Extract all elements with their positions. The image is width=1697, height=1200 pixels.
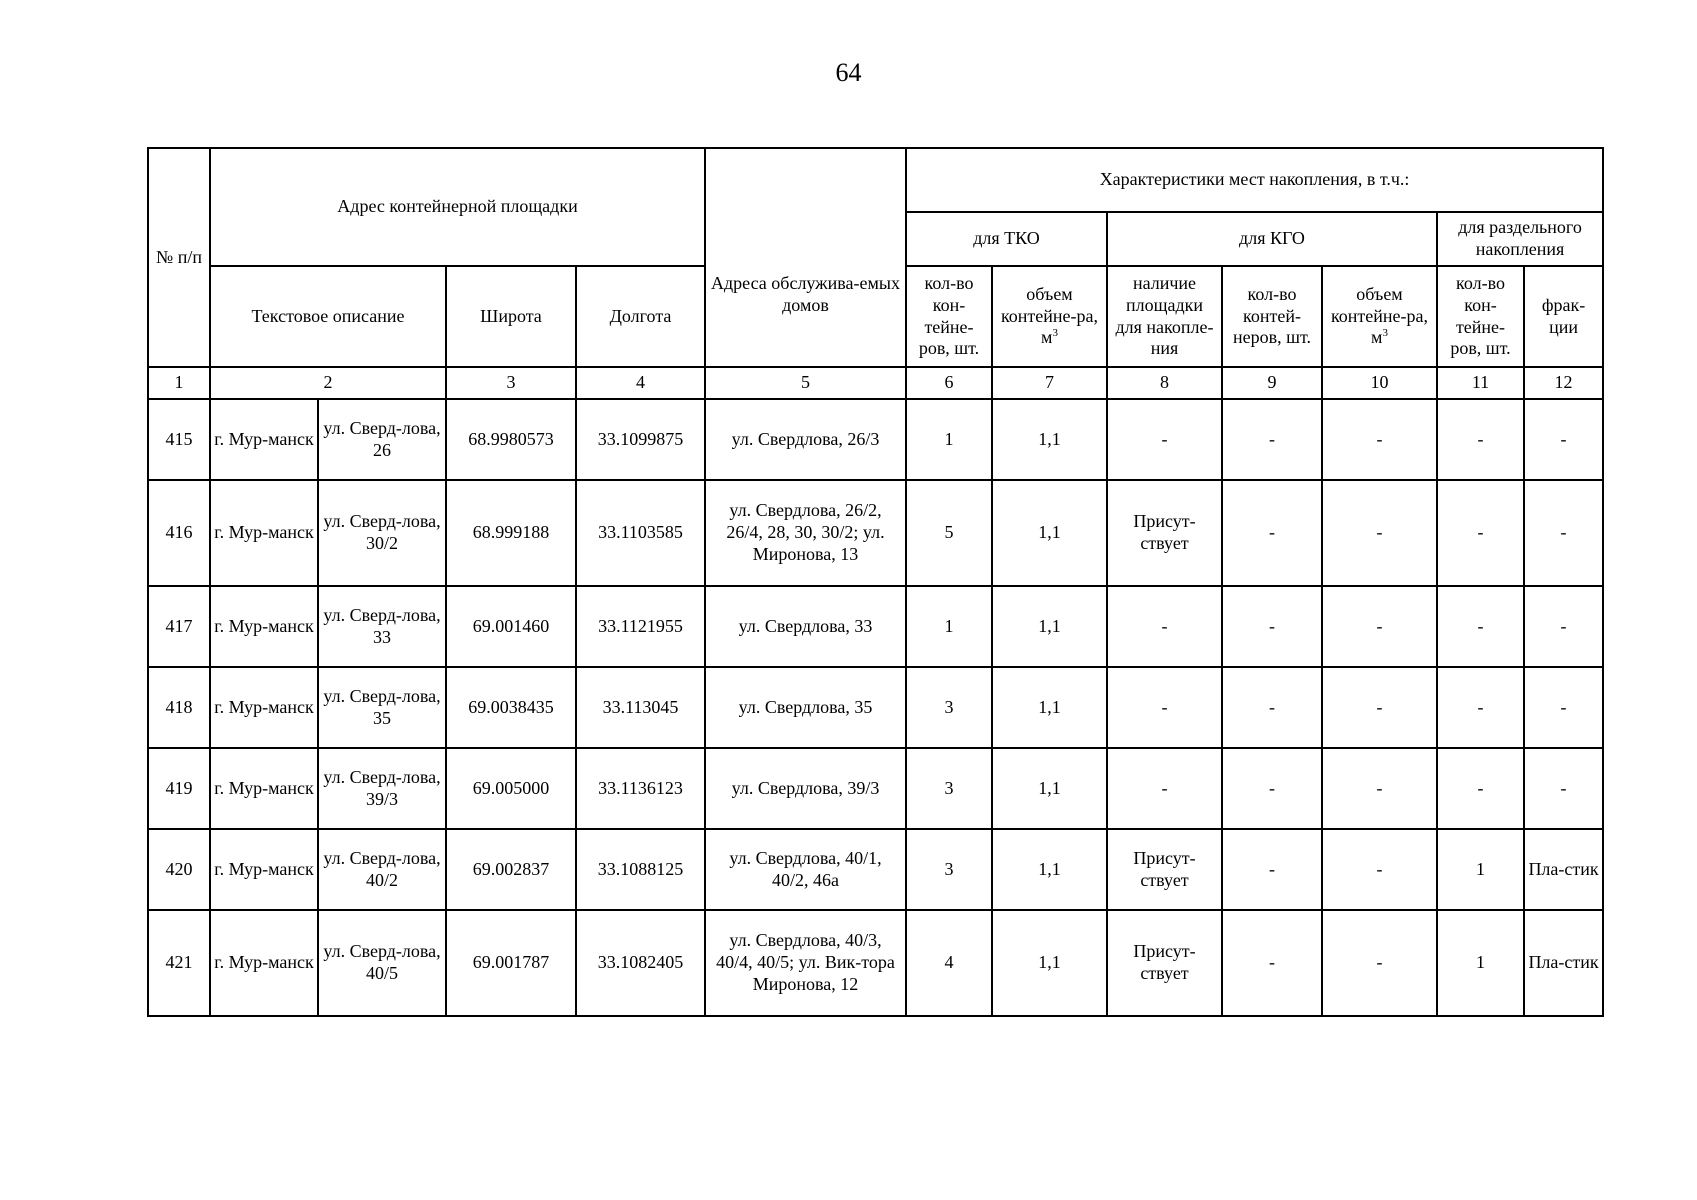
cell-sep-count: - <box>1437 748 1524 829</box>
cell-served: ул. Свердлова, 26/3 <box>705 399 906 480</box>
cell-tko-count: 4 <box>906 910 992 1016</box>
cell-kgo-volume: - <box>1322 586 1437 667</box>
cell-served: ул. Свердлова, 40/3, 40/4, 40/5; ул. Вик-тора Миронова, 12 <box>705 910 906 1016</box>
header-served-addresses: Адреса обслужива-емых домов <box>705 148 906 367</box>
cell-lat: 68.9980573 <box>446 399 576 480</box>
cell-sep-fractions: - <box>1524 748 1603 829</box>
cell-lat: 69.001787 <box>446 910 576 1016</box>
cell-lon: 33.1088125 <box>576 829 705 910</box>
cell-num: 418 <box>148 667 210 748</box>
cell-tko-volume: 1,1 <box>992 480 1107 586</box>
cell-kgo-presence: - <box>1107 748 1222 829</box>
cell-street: ул. Сверд-лова, 39/3 <box>318 748 446 829</box>
cell-kgo-presence: - <box>1107 399 1222 480</box>
cell-kgo-count: - <box>1222 586 1322 667</box>
cell-street: ул. Сверд-лова, 30/2 <box>318 480 446 586</box>
cell-num: 421 <box>148 910 210 1016</box>
table-row <box>148 667 1603 748</box>
header-tko: для ТКО <box>906 212 1107 266</box>
cell-tko-volume: 1,1 <box>992 910 1107 1016</box>
cell-tko-volume: 1,1 <box>992 399 1107 480</box>
col-num: 12 <box>1524 367 1603 399</box>
cell-sep-count: 1 <box>1437 910 1524 1016</box>
header-lat: Широта <box>446 266 576 367</box>
cell-street: ул. Сверд-лова, 33 <box>318 586 446 667</box>
cell-lon: 33.1099875 <box>576 399 705 480</box>
cell-kgo-volume: - <box>1322 399 1437 480</box>
cell-sep-fractions: - <box>1524 586 1603 667</box>
cell-num: 420 <box>148 829 210 910</box>
cell-tko-count: 5 <box>906 480 992 586</box>
header-num: № п/п <box>148 148 210 367</box>
header-sep-fractions: фрак-ции <box>1524 266 1603 367</box>
cell-tko-count: 1 <box>906 399 992 480</box>
cell-lon: 33.1136123 <box>576 748 705 829</box>
cell-kgo-presence: Присут-ствует <box>1107 829 1222 910</box>
cell-tko-count: 3 <box>906 748 992 829</box>
cell-kgo-count: - <box>1222 829 1322 910</box>
cell-street: ул. Сверд-лова, 26 <box>318 399 446 480</box>
table-row <box>148 910 1603 1016</box>
header-lon: Долгота <box>576 266 705 367</box>
cell-kgo-count: - <box>1222 748 1322 829</box>
cell-lon: 33.113045 <box>576 667 705 748</box>
cell-tko-volume: 1,1 <box>992 667 1107 748</box>
cell-tko-count: 3 <box>906 667 992 748</box>
cell-kgo-count: - <box>1222 910 1322 1016</box>
cell-lat: 69.002837 <box>446 829 576 910</box>
col-num: 5 <box>705 367 906 399</box>
cell-kgo-volume: - <box>1322 667 1437 748</box>
cell-served: ул. Свердлова, 40/1, 40/2, 46а <box>705 829 906 910</box>
cell-tko-volume: 1,1 <box>992 748 1107 829</box>
cell-kgo-presence: Присут-ствует <box>1107 910 1222 1016</box>
table-row <box>148 480 1603 586</box>
col-num: 3 <box>446 367 576 399</box>
cell-sep-fractions: - <box>1524 667 1603 748</box>
header-kgo-presence: наличие площадки для накопле-ния <box>1107 266 1222 367</box>
cell-tko-count: 1 <box>906 586 992 667</box>
cell-served: ул. Свердлова, 33 <box>705 586 906 667</box>
header-characteristics: Характеристики мест накопления, в т.ч.: <box>906 148 1603 212</box>
col-num: 9 <box>1222 367 1322 399</box>
col-num: 4 <box>576 367 705 399</box>
cell-served: ул. Свердлова, 39/3 <box>705 748 906 829</box>
cell-kgo-count: - <box>1222 480 1322 586</box>
cell-city: г. Мур-манск <box>210 480 318 586</box>
cell-kgo-count: - <box>1222 399 1322 480</box>
cell-street: ул. Сверд-лова, 35 <box>318 667 446 748</box>
cell-lon: 33.1082405 <box>576 910 705 1016</box>
cell-lat: 69.001460 <box>446 586 576 667</box>
header-text-desc: Текстовое описание <box>210 266 446 367</box>
column-numbers-row <box>148 367 1603 399</box>
table-row <box>148 586 1603 667</box>
cell-street: ул. Сверд-лова, 40/2 <box>318 829 446 910</box>
cell-lon: 33.1103585 <box>576 480 705 586</box>
header-tko-count: кол-во кон-тейне-ров, шт. <box>906 266 992 367</box>
cell-city: г. Мур-манск <box>210 748 318 829</box>
header-separate: для раздельного накопления <box>1437 212 1603 266</box>
cell-street: ул. Сверд-лова, 40/5 <box>318 910 446 1016</box>
page-number: 64 <box>835 58 862 87</box>
cell-sep-count: - <box>1437 586 1524 667</box>
col-num: 11 <box>1437 367 1524 399</box>
cell-tko-count: 3 <box>906 829 992 910</box>
cell-served: ул. Свердлова, 26/2, 26/4, 28, 30, 30/2; ул. Миронова, 13 <box>705 480 906 586</box>
cell-sep-count: - <box>1437 399 1524 480</box>
cell-tko-volume: 1,1 <box>992 586 1107 667</box>
cell-tko-volume: 1,1 <box>992 829 1107 910</box>
container-sites-table <box>147 147 1604 1017</box>
col-num: 10 <box>1322 367 1437 399</box>
col-num: 7 <box>992 367 1107 399</box>
col-num: 1 <box>148 367 210 399</box>
cell-lat: 68.999188 <box>446 480 576 586</box>
cell-sep-count: - <box>1437 480 1524 586</box>
cell-sep-fractions: Пла-стик <box>1524 910 1603 1016</box>
cell-num: 415 <box>148 399 210 480</box>
table-row <box>148 829 1603 910</box>
header-kgo-volume: объем контейне-ра, $м^3$ <box>1322 266 1437 367</box>
cell-kgo-volume: - <box>1322 910 1437 1016</box>
cell-lat: 69.0038435 <box>446 667 576 748</box>
cell-sep-count: - <box>1437 667 1524 748</box>
cell-kgo-count: - <box>1222 667 1322 748</box>
header-kgo-count: кол-во контей-неров, шт. <box>1222 266 1322 367</box>
header-container-address: Адрес контейнерной площадки <box>210 148 705 266</box>
col-num: 8 <box>1107 367 1222 399</box>
cell-num: 416 <box>148 480 210 586</box>
cell-city: г. Мур-манск <box>210 586 318 667</box>
cell-sep-fractions: - <box>1524 480 1603 586</box>
cell-num: 419 <box>148 748 210 829</box>
table-row <box>148 748 1603 829</box>
cell-kgo-presence: - <box>1107 586 1222 667</box>
cell-lon: 33.1121955 <box>576 586 705 667</box>
col-num: 6 <box>906 367 992 399</box>
cell-served: ул. Свердлова, 35 <box>705 667 906 748</box>
cell-kgo-volume: - <box>1322 748 1437 829</box>
cell-kgo-presence: Присут-ствует <box>1107 480 1222 586</box>
header-tko-volume: объем контейне-ра, $м^3$ <box>992 266 1107 367</box>
cell-city: г. Мур-манск <box>210 667 318 748</box>
cell-kgo-presence: - <box>1107 667 1222 748</box>
table-row <box>148 399 1603 480</box>
cell-num: 417 <box>148 586 210 667</box>
cell-city: г. Мур-манск <box>210 399 318 480</box>
cell-kgo-volume: - <box>1322 480 1437 586</box>
cell-city: г. Мур-манск <box>210 829 318 910</box>
cell-kgo-volume: - <box>1322 829 1437 910</box>
cell-sep-count: 1 <box>1437 829 1524 910</box>
col-num: 2 <box>210 367 446 399</box>
cell-sep-fractions: Пла-стик <box>1524 829 1603 910</box>
cell-lat: 69.005000 <box>446 748 576 829</box>
header-sep-count: кол-во кон-тейне-ров, шт. <box>1437 266 1524 367</box>
cell-sep-fractions: - <box>1524 399 1603 480</box>
cell-city: г. Мур-манск <box>210 910 318 1016</box>
header-kgo: для КГО <box>1107 212 1437 266</box>
